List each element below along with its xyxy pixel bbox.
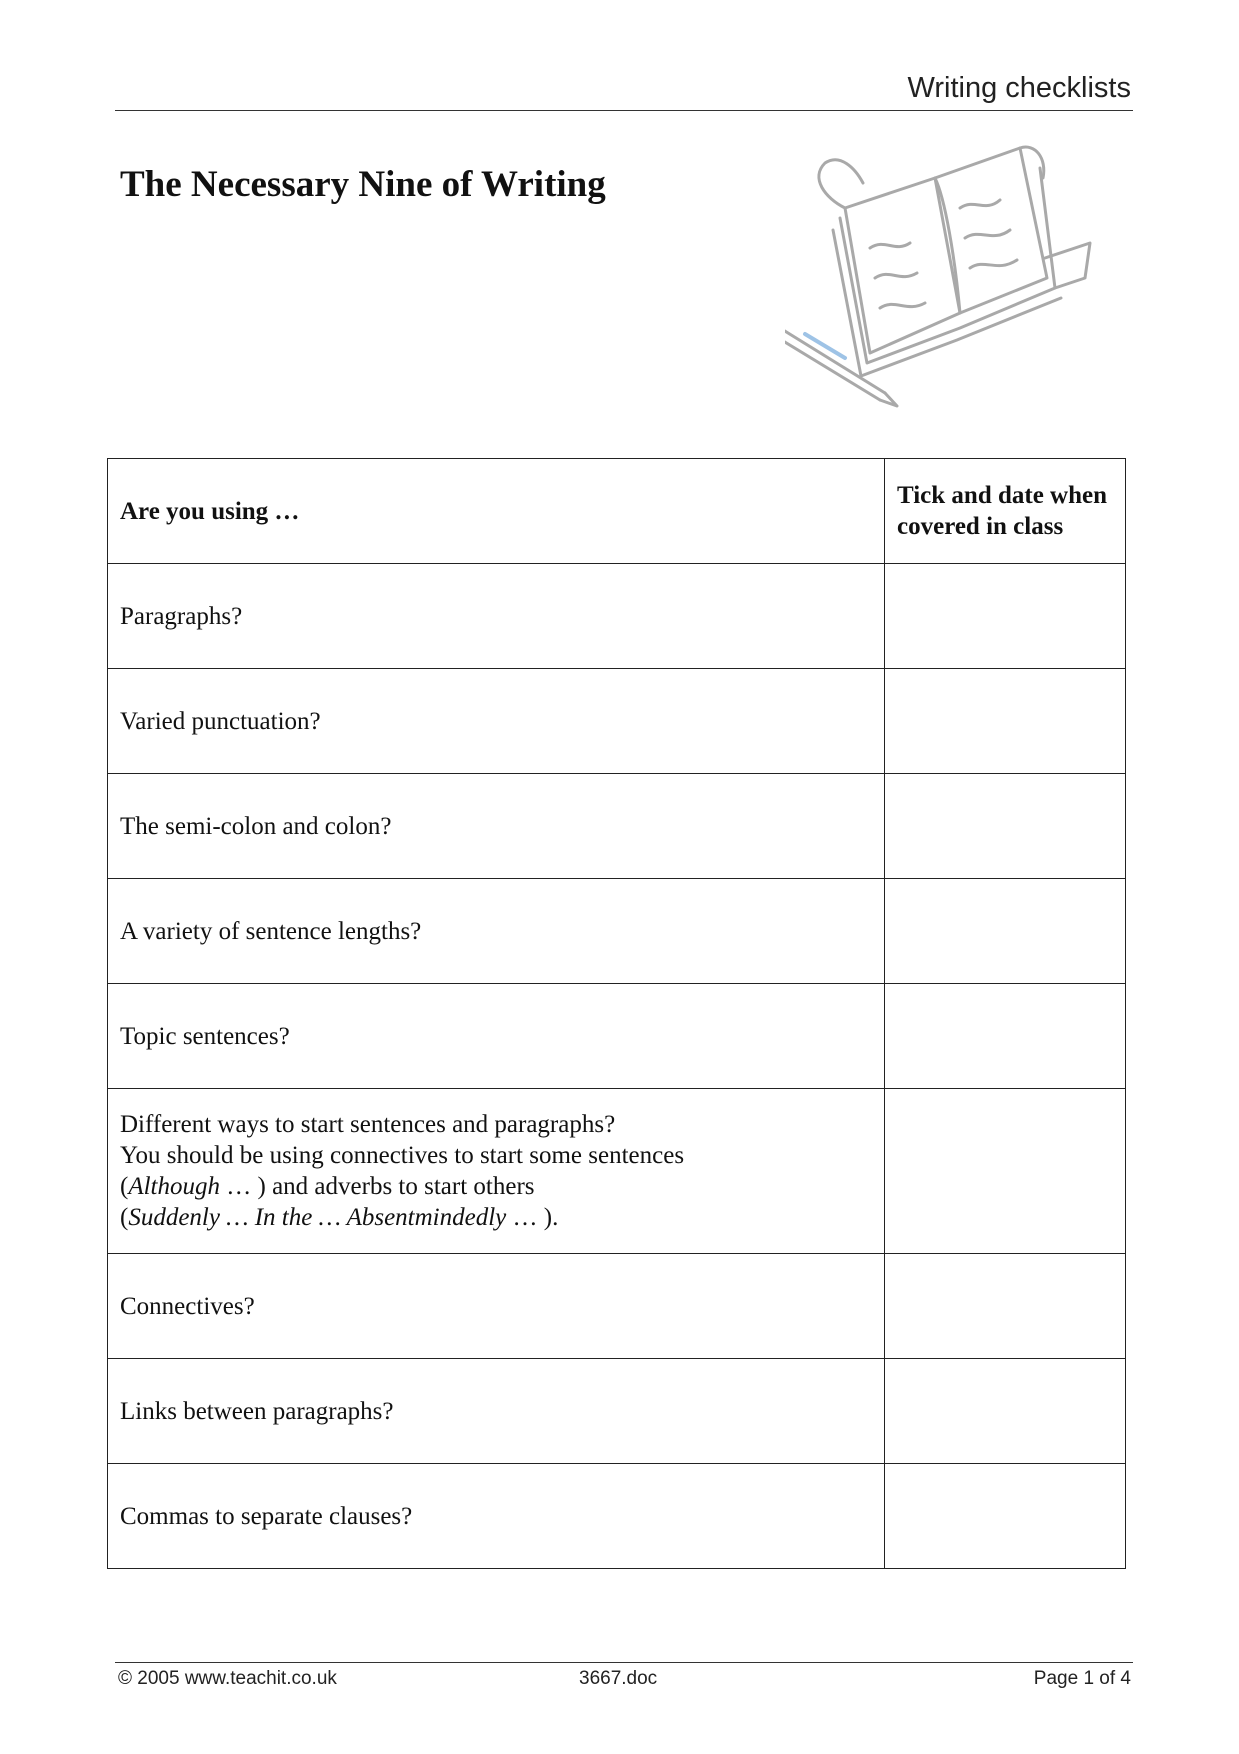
footer-doc-name: 3667.doc (579, 1668, 658, 1689)
tick-date-cell[interactable] (885, 1254, 1126, 1359)
page-title: The Necessary Nine of Writing (120, 164, 606, 205)
tick-date-cell[interactable] (885, 879, 1126, 984)
item-line: (Although … ) and adverbs to start others (120, 1173, 535, 1200)
checklist-table (107, 458, 1126, 1569)
item-line: Different ways to start sentences and paragraphs? (120, 1111, 616, 1138)
checklist-item (108, 1089, 885, 1254)
checklist-item: Connectives? (108, 1254, 885, 1359)
header-tick-date: Tick and date when covered in class (885, 459, 1126, 564)
table-row (108, 984, 1126, 1089)
tick-date-cell[interactable] (885, 1089, 1126, 1254)
book-and-pen-icon (785, 138, 1120, 423)
checklist-item: The semi-colon and colon? (108, 774, 885, 879)
checklist-item: Paragraphs? (108, 564, 885, 669)
header-question: Are you using … (108, 459, 885, 564)
table-header-row (108, 459, 1126, 564)
table-row (108, 1254, 1126, 1359)
table-row (108, 1089, 1126, 1254)
tick-date-cell[interactable] (885, 774, 1126, 879)
italic-example: Suddenly … In the … Absentmindedly (128, 1204, 507, 1231)
item-line: You should be using connectives to start some sentences (120, 1142, 685, 1169)
tick-date-cell[interactable] (885, 564, 1126, 669)
table-row (108, 564, 1126, 669)
checklist-item: Topic sentences? (108, 984, 885, 1089)
italic-example: Although (128, 1173, 220, 1200)
checklist-item: A variety of sentence lengths? (108, 879, 885, 984)
tick-date-cell[interactable] (885, 1359, 1126, 1464)
checklist-item: Varied punctuation? (108, 669, 885, 774)
table-row (108, 879, 1126, 984)
table-row (108, 774, 1126, 879)
footer-copyright: © 2005 www.teachit.co.uk (118, 1668, 337, 1689)
item-line: (Suddenly … In the … Absentmindedly … ). (120, 1204, 559, 1231)
tick-date-cell[interactable] (885, 669, 1126, 774)
table-row (108, 669, 1126, 774)
table-row (108, 1359, 1126, 1464)
tick-date-cell[interactable] (885, 1464, 1126, 1569)
footer-page-number: Page 1 of 4 (1033, 1668, 1131, 1689)
tick-date-cell[interactable] (885, 984, 1126, 1089)
checklist-item: Links between paragraphs? (108, 1359, 885, 1464)
header-title: Writing checklists (907, 72, 1131, 104)
table-row (108, 1464, 1126, 1569)
header-divider (115, 110, 1133, 111)
footer-divider (115, 1662, 1133, 1663)
checklist-item: Commas to separate clauses? (108, 1464, 885, 1569)
